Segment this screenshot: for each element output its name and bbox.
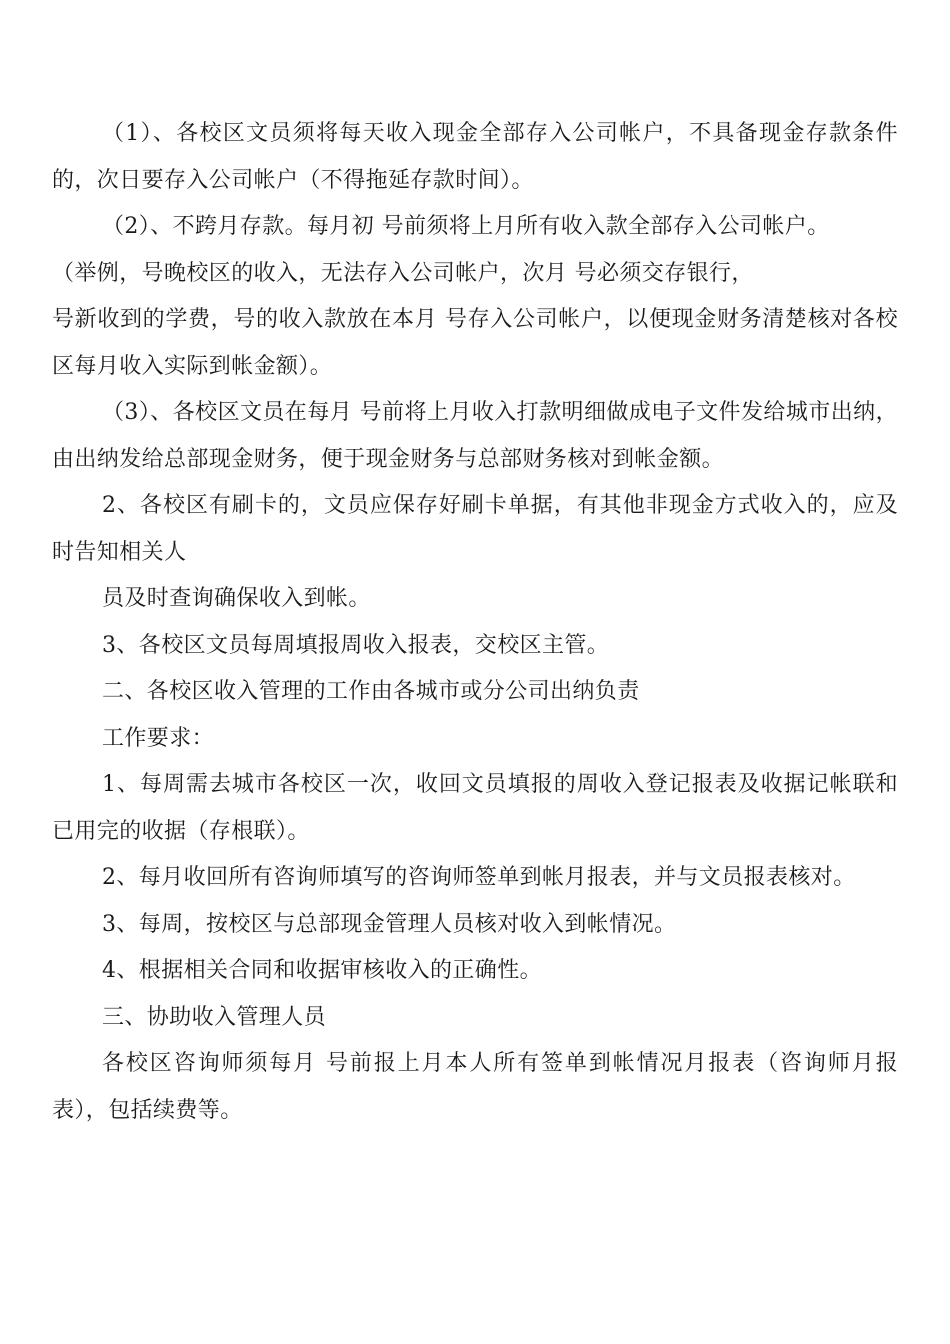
paragraph-2: （2）、不跨月存款。每月初 号前须将上月所有收入款全部存入公司帐户。 — [102, 214, 830, 239]
paragraph-3: （举例，号晚校区的收入，无法存入公司帐户，次月 号必须交存银行， — [52, 260, 754, 286]
paragraph-16: 各校区咨询师须每月 号前报上月本人所有签单到帐情况月报表（咨询师月报表），包括续费等。 — [52, 1051, 898, 1123]
section-heading-2: 二、各校区收入管理的工作由各城市或分公司出纳负责 — [102, 679, 640, 704]
paragraph-5: （3）、各校区文员在每月 号前将上月收入打款明细做成电子文件发给城市出纳，由出纳发给总部现金财务，便于现金财务与总部财务核对到帐金额。 — [52, 400, 898, 472]
paragraph-10: 工作要求： — [102, 725, 215, 751]
paragraph-14: 4、根据相关合同和收据审核收入的正确性。 — [102, 958, 542, 983]
document-body — [52, 111, 898, 1134]
paragraph-4: 号新收到的学费，号的收入款放在本月 号存入公司帐户，以便现金财务清楚核对各校区每月收入实际到帐金额）。 — [52, 307, 898, 379]
paragraph-12: 2、每月收回所有咨询师填写的咨询师签单到帐月报表，并与文员报表核对。 — [102, 865, 856, 890]
paragraph-13: 3、每周，按校区与总部现金管理人员核对收入到帐情况。 — [102, 911, 677, 937]
section-heading-3: 三、协助收入管理人员 — [102, 1004, 327, 1030]
paragraph-8: 3、各校区文员每周填报周收入报表，交校区主管。 — [102, 632, 610, 658]
paragraph-7: 员及时查询确保收入到帐。 — [102, 586, 371, 611]
paragraph-6: 2、各校区有刷卡的，文员应保存好刷卡单据，有其他非现金方式收入的，应及时告知相关人 — [52, 493, 898, 565]
paragraph-11: 1、每周需去城市各校区一次，收回文员填报的周收入登记报表及收据记帐联和已用完的收据（存根联）。 — [52, 772, 898, 844]
paragraph-1: （1）、各校区文员须将每天收入现金全部存入公司帐户，不具备现金存款条件的，次日要存入公司帐户（不得拖延存款时间）。 — [52, 121, 898, 193]
